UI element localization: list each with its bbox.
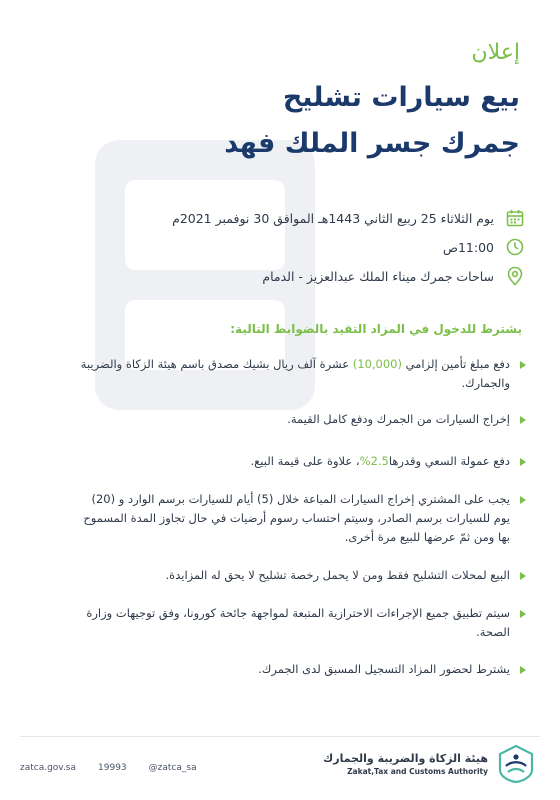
page-subtitle: جمرك جسر الملك فهد: [224, 128, 520, 159]
location-text: ساحات جمرك ميناء الملك عبدالعزيز - الدمام: [262, 268, 494, 284]
condition-text: البيع لمحلات التشليح فقط ومن لا يحمل رخصة تشليح لا يحق له المزايدة.: [165, 568, 510, 582]
insurance-amount: (10,000): [352, 357, 402, 371]
triangle-bullet-icon: [520, 361, 526, 369]
condition-item: [76, 355, 526, 393]
condition-item: [76, 452, 526, 471]
condition-text: سيتم تطبيق جميع الإجراءات الاحترازية المتبعة لمواجهة جائحة كورونا، وفق توجيهات وزارة الصحة.: [86, 606, 510, 639]
triangle-bullet-icon: [520, 416, 526, 424]
time-row: [443, 234, 526, 260]
twitter-handle[interactable]: @zatca_sa: [148, 763, 197, 773]
website-link[interactable]: zatca.gov.sa: [20, 763, 77, 773]
condition-text: دفع مبلغ تأمين إلزامي (10,000) عشرة آلف ريال بشيك مصدق باسم هيئة الزكاة والضريبة والجمارك.: [80, 357, 510, 390]
condition-text: دفع عمولة السعي وقدرها2.5%، علاوة على قيمة البيع.: [250, 454, 510, 468]
org-name-arabic: هيئة الزكاة والضريبة والجمارك: [323, 752, 488, 765]
condition-item: [76, 490, 526, 547]
triangle-bullet-icon: [520, 496, 526, 504]
condition-item: [76, 410, 526, 429]
organization-logo: [323, 744, 536, 784]
condition-text: إخراج السيارات من الجمرك ودفع كامل القيمة.: [287, 412, 510, 426]
condition-text: يشترط لحضور المزاد التسجيل المسبق لدى الجمرك.: [258, 662, 510, 676]
zatca-logo-icon: [496, 744, 536, 784]
commission-rate: 2.5%: [359, 454, 389, 468]
org-name-english: Zakat,Tax and Customs Authority: [347, 767, 488, 776]
announcement-label: إعلان: [471, 40, 520, 65]
condition-item: [76, 604, 526, 642]
conditions-title: يشترط للدخول في المزاد التقيد بالضوابط التالية:: [230, 322, 522, 336]
clock-icon: [504, 236, 526, 258]
calendar-icon: [504, 207, 526, 229]
date-row: [172, 205, 526, 231]
triangle-bullet-icon: [520, 572, 526, 580]
triangle-bullet-icon: [520, 666, 526, 674]
date-text: يوم الثلاثاء 25 ربيع الثاني 1443هـ الموافق 30 نوفمبر 2021م: [172, 210, 494, 226]
condition-item: [76, 660, 526, 679]
triangle-bullet-icon: [520, 610, 526, 618]
footer-divider: [20, 736, 540, 737]
location-pin-icon: [504, 265, 526, 287]
triangle-bullet-icon: [520, 458, 526, 466]
time-text: 11:00ص: [442, 239, 494, 255]
phone-number: 19993: [98, 763, 127, 773]
condition-item: [76, 566, 526, 585]
page-title: بيع سيارات تشليح: [282, 82, 520, 113]
location-row: [262, 263, 526, 289]
footer-contacts: [20, 763, 197, 773]
condition-text: يجب على المشتري إخراج السيارات المباعة خلال (5) أيام للسيارات برسم الوارد و (20) يوم للسيارات برسم الصادر، وسيتم احتساب رسوم أرضيات في حال تجاوز المدة المسموح بها ومن ثمّ عرضها للبيع مرة أخرى.: [83, 492, 510, 544]
